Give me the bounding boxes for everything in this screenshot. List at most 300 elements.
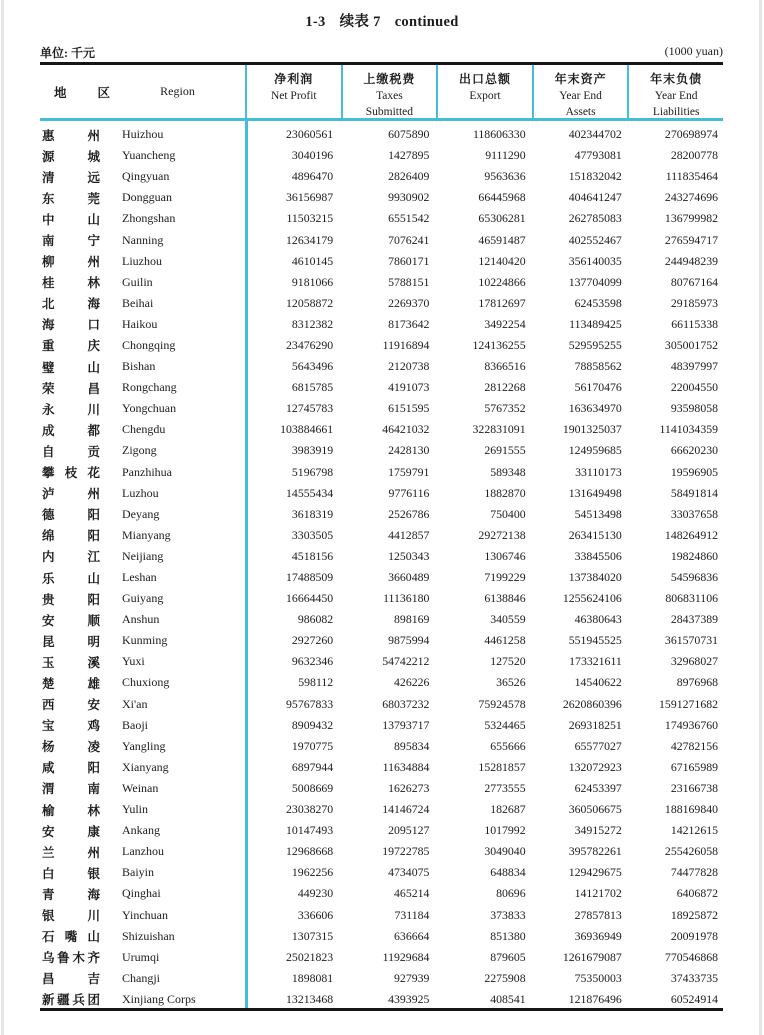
cell-export: 5767352 — [484, 401, 526, 416]
region-name-en: Huizhou — [122, 127, 164, 142]
cell-export: 29272138 — [478, 527, 526, 542]
cell-export: 124136255 — [472, 337, 526, 352]
cell-liabilities: 361570731 — [664, 633, 719, 648]
cell-export: 648834 — [490, 865, 526, 880]
cell-assets: 62453397 — [574, 780, 622, 795]
cell-export: 655666 — [490, 738, 526, 753]
cell-net-profit: 5643496 — [291, 359, 334, 374]
cell-assets: 121876496 — [568, 991, 622, 1006]
cell-assets: 356140035 — [568, 253, 622, 268]
region-name-zh: 宝鸡 — [42, 719, 100, 734]
cell-net-profit: 12058872 — [286, 295, 334, 310]
cell-net-profit: 8909432 — [291, 717, 334, 732]
cell-export: 4461258 — [484, 633, 526, 648]
cell-assets: 1261679087 — [562, 949, 622, 964]
table-row — [40, 715, 723, 736]
region-name-en: Guiyang — [122, 591, 164, 606]
cell-taxes: 2095127 — [388, 823, 430, 838]
cell-liabilities: 42782156 — [670, 738, 719, 753]
region-name-zh: 青海 — [42, 887, 100, 902]
region-name-zh: 渭南 — [42, 782, 100, 797]
region-name-en: Zhongshan — [122, 211, 176, 226]
cell-export: 851380 — [490, 928, 526, 943]
cell-assets: 129429675 — [568, 865, 622, 880]
table-row — [40, 356, 723, 377]
region-name-en: Beihai — [122, 295, 154, 310]
cell-liabilities: 29185973 — [670, 295, 719, 310]
region-name-en: Chongqing — [122, 337, 176, 352]
region-name-zh: 银川 — [42, 909, 100, 924]
cell-net-profit: 1307315 — [291, 928, 334, 943]
cell-taxes: 14146724 — [382, 802, 430, 817]
table-row — [40, 904, 723, 925]
table-row — [40, 229, 723, 250]
cell-taxes: 465214 — [394, 886, 430, 901]
cell-assets: 137704099 — [568, 274, 622, 289]
cell-net-profit: 5008669 — [291, 780, 334, 795]
cell-export: 5324465 — [484, 717, 526, 732]
region-name-en: Dongguan — [122, 190, 172, 205]
cell-assets: 27857813 — [574, 907, 622, 922]
region-name-zh: 泸州 — [42, 487, 100, 502]
title-zh: 续表 7 — [339, 14, 381, 30]
region-name-zh: 安顺 — [42, 613, 100, 628]
cell-liabilities: 66620230 — [670, 443, 719, 458]
cell-assets: 36936949 — [574, 928, 622, 943]
table-row — [40, 504, 723, 525]
cell-export: 182687 — [490, 802, 526, 817]
cell-export: 750400 — [490, 506, 526, 521]
cell-export: 2275908 — [484, 970, 526, 985]
region-name-zh: 重庆 — [42, 339, 100, 354]
table-number: 1-3 — [305, 14, 326, 30]
cell-taxes: 2826409 — [388, 169, 430, 184]
cell-net-profit: 6815785 — [291, 380, 334, 395]
cell-assets: 75350003 — [574, 970, 622, 985]
region-name-en: Chengdu — [122, 422, 166, 437]
cell-assets: 137384020 — [568, 570, 622, 585]
cell-assets: 404641247 — [568, 190, 622, 205]
cell-export: 66445968 — [478, 190, 526, 205]
region-name-en: Yinchuan — [122, 907, 168, 922]
region-name-zh: 昌吉 — [42, 972, 100, 987]
cell-liabilities: 66115338 — [671, 316, 719, 331]
table-row — [40, 546, 723, 567]
cell-assets: 132072923 — [568, 759, 622, 774]
region-name-en: Panzhihua — [122, 464, 172, 479]
region-name-en: Xi'an — [122, 696, 148, 711]
region-name-zh: 咸阳 — [42, 761, 100, 776]
header-net-profit: 净利润 Net Profit — [245, 65, 341, 118]
cell-assets: 47793081 — [574, 148, 622, 163]
cell-assets: 33110173 — [575, 464, 622, 479]
region-name-en: Deyang — [122, 506, 160, 521]
region-name-zh: 源城 — [42, 149, 100, 164]
cell-net-profit: 1962256 — [291, 865, 334, 880]
cell-liabilities: 54596836 — [670, 570, 719, 585]
table-row — [40, 968, 723, 989]
cell-taxes: 4393925 — [388, 991, 430, 1006]
region-name-en: Xinjiang Corps — [122, 991, 196, 1006]
region-name-en: Xianyang — [122, 759, 169, 774]
cell-taxes: 2269370 — [388, 295, 430, 310]
cell-export: 408541 — [490, 991, 526, 1006]
cell-taxes: 4412857 — [388, 527, 430, 542]
cell-export: 17812697 — [478, 295, 526, 310]
cell-net-profit: 12634179 — [286, 232, 334, 247]
cell-net-profit: 449230 — [297, 886, 334, 901]
cell-export: 80696 — [496, 886, 526, 901]
region-name-zh: 自贡 — [42, 444, 100, 459]
region-name-en: Qingyuan — [122, 169, 170, 184]
cell-liabilities: 1141034359 — [659, 422, 719, 437]
table-row — [40, 757, 723, 778]
cell-assets: 62453598 — [574, 295, 622, 310]
cell-taxes: 54742212 — [382, 654, 430, 669]
region-name-en: Yangling — [122, 738, 166, 753]
cell-liabilities: 770546868 — [664, 949, 719, 964]
table-row — [40, 778, 723, 799]
region-name-en: Mianyang — [122, 527, 171, 542]
cell-liabilities: 806831106 — [665, 591, 719, 606]
cell-taxes: 8173642 — [388, 316, 430, 331]
cell-taxes: 11929684 — [382, 949, 430, 964]
region-name-en: Baiyin — [122, 865, 154, 880]
cell-assets: 124959685 — [568, 443, 622, 458]
cell-net-profit: 13213468 — [286, 991, 334, 1006]
cell-taxes: 636664 — [394, 928, 430, 943]
cell-export: 879605 — [490, 949, 526, 964]
header-region-en: Region — [160, 84, 195, 98]
cell-net-profit: 4610145 — [291, 253, 334, 268]
table-row — [40, 651, 723, 672]
cell-taxes: 2428130 — [388, 443, 430, 458]
table-row — [40, 694, 723, 715]
cell-export: 46591487 — [478, 232, 526, 247]
region-name-en: Anshun — [122, 612, 160, 627]
cell-net-profit: 12745783 — [286, 401, 334, 416]
region-name-zh: 桂林 — [42, 276, 100, 291]
cell-liabilities: 67165989 — [670, 759, 719, 774]
table-row — [40, 124, 723, 145]
cell-assets: 151832042 — [568, 169, 622, 184]
cell-export: 3492254 — [484, 316, 526, 331]
region-name-en: Bishan — [122, 359, 156, 374]
cell-taxes: 46421032 — [382, 422, 430, 437]
cell-taxes: 1759791 — [388, 464, 430, 479]
cell-net-profit: 25021823 — [286, 949, 334, 964]
table-row — [40, 525, 723, 546]
cell-assets: 263415130 — [568, 527, 622, 542]
cell-export: 127520 — [490, 654, 526, 669]
table-row — [40, 736, 723, 757]
table-row — [40, 187, 723, 208]
table-row — [40, 883, 723, 904]
cell-liabilities: 33037658 — [670, 506, 719, 521]
cell-net-profit: 3040196 — [291, 148, 334, 163]
cell-export: 1017992 — [484, 823, 526, 838]
table-row — [40, 462, 723, 483]
cell-assets: 14121702 — [574, 886, 622, 901]
cell-taxes: 6075890 — [388, 127, 430, 142]
region-name-en: Yuancheng — [122, 148, 176, 163]
cell-assets: 402552467 — [568, 232, 622, 247]
cell-liabilities: 255426058 — [664, 844, 719, 859]
cell-liabilities: 148264912 — [664, 527, 719, 542]
header-region-zh: 地区 — [54, 85, 110, 100]
page-title — [0, 10, 764, 31]
region-name-en: Luzhou — [122, 485, 159, 500]
cell-taxes: 11916894 — [382, 337, 430, 352]
cell-taxes: 19722785 — [382, 844, 430, 859]
cell-net-profit: 16664450 — [286, 591, 334, 606]
cell-taxes: 2526786 — [388, 506, 430, 521]
cell-liabilities: 60524914 — [670, 991, 719, 1006]
scan-edge-right — [759, 0, 762, 1035]
cell-taxes: 426226 — [394, 675, 430, 690]
table-row — [40, 862, 723, 883]
cell-taxes: 7076241 — [388, 232, 430, 247]
cell-export: 12140420 — [478, 253, 526, 268]
cell-taxes: 6551542 — [388, 211, 430, 226]
table-row — [40, 799, 723, 820]
cell-net-profit: 14555434 — [286, 485, 334, 500]
region-name-zh: 乌鲁木齐 — [42, 951, 100, 966]
header-year-end-assets: 年末资产 Year End Assets — [532, 65, 628, 118]
table-row — [40, 989, 723, 1010]
region-name-zh: 成都 — [42, 423, 100, 438]
cell-export: 2691555 — [484, 443, 526, 458]
region-name-en: Nanning — [122, 232, 164, 247]
cell-liabilities: 58491814 — [670, 485, 719, 500]
cell-net-profit: 3983919 — [291, 443, 334, 458]
region-name-zh: 北海 — [42, 297, 100, 312]
cell-assets: 131649498 — [568, 485, 622, 500]
region-name-zh: 西安 — [42, 698, 100, 713]
cell-net-profit: 12968668 — [286, 844, 334, 859]
table-row — [40, 588, 723, 609]
cell-liabilities: 6406872 — [676, 886, 719, 901]
region-name-zh: 柳州 — [42, 255, 100, 270]
cell-liabilities: 22004550 — [670, 380, 719, 395]
region-name-en: Liuzhou — [122, 253, 162, 268]
cell-export: 75924578 — [478, 696, 526, 711]
cell-net-profit: 1970775 — [291, 738, 334, 753]
region-name-zh: 杨凌 — [42, 740, 100, 755]
cell-net-profit: 6897944 — [291, 759, 334, 774]
region-name-en: Baoji — [122, 717, 148, 732]
cell-liabilities: 28437389 — [670, 612, 719, 627]
cell-liabilities: 305001752 — [664, 337, 719, 352]
cell-export: 373833 — [490, 907, 526, 922]
cell-taxes: 898169 — [394, 612, 430, 627]
region-name-zh: 德阳 — [42, 508, 100, 523]
region-name-en: Shizuishan — [122, 928, 175, 943]
cell-taxes: 1250343 — [388, 548, 430, 563]
region-name-zh: 白银 — [42, 866, 100, 881]
cell-liabilities: 74477828 — [670, 865, 719, 880]
region-name-en: Zigong — [122, 443, 157, 458]
region-name-zh: 清远 — [42, 170, 100, 185]
cell-liabilities: 188169840 — [664, 802, 719, 817]
region-name-zh: 惠州 — [42, 128, 100, 143]
region-name-en: Lanzhou — [122, 844, 164, 859]
cell-net-profit: 4896470 — [291, 169, 334, 184]
cell-taxes: 927939 — [394, 970, 430, 985]
table-row — [40, 841, 723, 862]
cell-net-profit: 11503215 — [286, 211, 334, 226]
cell-liabilities: 243274696 — [664, 190, 719, 205]
cell-net-profit: 36156987 — [286, 190, 334, 205]
cell-assets: 402344702 — [568, 127, 622, 142]
cell-liabilities: 32968027 — [670, 654, 719, 669]
cell-taxes: 2120738 — [388, 359, 430, 374]
region-name-zh: 璧山 — [42, 360, 100, 375]
table-row — [40, 208, 723, 229]
cell-net-profit: 23038270 — [286, 802, 334, 817]
cell-assets: 262785083 — [568, 211, 622, 226]
region-name-zh: 新疆兵团 — [42, 993, 100, 1008]
cell-export: 340559 — [490, 612, 526, 627]
cell-net-profit: 5196798 — [291, 464, 334, 479]
cell-net-profit: 23476290 — [286, 337, 334, 352]
region-name-en: Rongchang — [122, 380, 177, 395]
cell-export: 3049040 — [484, 844, 526, 859]
region-name-zh: 海口 — [42, 318, 100, 333]
cell-export: 2773555 — [484, 780, 526, 795]
table-row — [40, 251, 723, 272]
cell-net-profit: 1898081 — [291, 970, 334, 985]
cell-export: 2812268 — [484, 380, 526, 395]
table-row — [40, 272, 723, 293]
title-en: continued — [394, 14, 459, 30]
cell-taxes: 1427895 — [388, 148, 430, 163]
cell-liabilities: 93598058 — [670, 401, 719, 416]
region-name-en: Yongchuan — [122, 401, 177, 416]
cell-net-profit: 9632346 — [291, 654, 334, 669]
cell-assets: 33845506 — [574, 548, 622, 563]
header-taxes: 上缴税费 Taxes Submitted — [341, 65, 437, 118]
unit-row — [40, 44, 723, 61]
region-name-en: Guilin — [122, 274, 153, 289]
cell-assets: 56170476 — [574, 380, 622, 395]
cell-export: 7199229 — [484, 570, 526, 585]
unit-label-zh: 单位: 千元 — [40, 46, 95, 60]
region-name-en: Yuxi — [122, 654, 145, 669]
cell-net-profit: 3618319 — [291, 506, 334, 521]
cell-net-profit: 95767833 — [286, 696, 334, 711]
region-name-en: Weinan — [122, 780, 159, 795]
cell-taxes: 11634884 — [382, 759, 430, 774]
cell-liabilities: 276594717 — [664, 232, 719, 247]
region-name-zh: 荣昌 — [42, 381, 100, 396]
cell-taxes: 3660489 — [388, 570, 430, 585]
cell-export: 322831091 — [472, 422, 526, 437]
cell-liabilities: 48397997 — [670, 359, 719, 374]
cell-liabilities: 270698974 — [664, 127, 719, 142]
cell-assets: 113489425 — [569, 316, 622, 331]
table-header — [40, 62, 723, 121]
data-table — [40, 62, 723, 1011]
cell-assets: 173321611 — [569, 654, 622, 669]
cell-liabilities: 28200778 — [670, 148, 719, 163]
region-name-zh: 南宁 — [42, 234, 100, 249]
region-name-zh: 攀枝花 — [42, 466, 100, 481]
cell-net-profit: 9181066 — [291, 274, 334, 289]
cell-assets: 78858562 — [574, 359, 622, 374]
cell-assets: 2620860396 — [562, 696, 622, 711]
table-row — [40, 335, 723, 356]
region-name-en: Ankang — [122, 823, 160, 838]
cell-taxes: 13793717 — [382, 717, 430, 732]
table-row — [40, 926, 723, 947]
cell-export: 9111290 — [485, 148, 526, 163]
region-name-en: Leshan — [122, 570, 157, 585]
cell-net-profit: 2927260 — [291, 633, 334, 648]
cell-export: 1306746 — [484, 548, 526, 563]
region-column-divider — [245, 121, 248, 1008]
cell-taxes: 7860171 — [388, 253, 430, 268]
region-name-en: Neijiang — [122, 548, 164, 563]
region-name-zh: 东莞 — [42, 191, 100, 206]
table-row — [40, 145, 723, 166]
region-name-en: Changji — [122, 970, 160, 985]
cell-assets: 34915272 — [574, 823, 622, 838]
region-name-en: Qinghai — [122, 886, 161, 901]
cell-export: 6138846 — [484, 591, 526, 606]
region-name-zh: 贵阳 — [42, 592, 100, 607]
table-row — [40, 166, 723, 187]
cell-export: 36526 — [496, 675, 526, 690]
cell-liabilities: 111835464 — [665, 169, 719, 184]
cell-taxes: 11136180 — [383, 591, 430, 606]
cell-export: 1882870 — [484, 485, 526, 500]
table-row — [40, 630, 723, 651]
cell-assets: 54513498 — [574, 506, 622, 521]
cell-export: 118606330 — [472, 127, 526, 142]
region-name-zh: 兰州 — [42, 845, 100, 860]
cell-assets: 1255624106 — [562, 591, 622, 606]
cell-net-profit: 986082 — [297, 612, 334, 627]
cell-net-profit: 8312382 — [291, 316, 334, 331]
cell-export: 589348 — [490, 464, 526, 479]
table-row — [40, 567, 723, 588]
cell-liabilities: 8976968 — [676, 675, 719, 690]
table-row — [40, 483, 723, 504]
cell-liabilities: 18925872 — [670, 907, 719, 922]
cell-liabilities: 174936760 — [664, 717, 719, 732]
table-row — [40, 820, 723, 841]
region-name-zh: 乐山 — [42, 571, 100, 586]
region-name-zh: 中山 — [42, 212, 100, 227]
cell-net-profit: 10147493 — [286, 823, 334, 838]
table-body — [40, 121, 723, 1008]
table-row — [40, 440, 723, 461]
header-region — [40, 65, 245, 118]
cell-assets: 395782261 — [568, 844, 622, 859]
region-name-zh: 内江 — [42, 550, 100, 565]
cell-net-profit: 23060561 — [286, 127, 334, 142]
cell-assets: 14540622 — [574, 675, 622, 690]
cell-taxes: 6151595 — [388, 401, 430, 416]
cell-assets: 360506675 — [568, 802, 622, 817]
cell-taxes: 9776116 — [388, 485, 430, 500]
table-row — [40, 293, 723, 314]
cell-assets: 1901325037 — [562, 422, 622, 437]
cell-export: 65306281 — [478, 211, 526, 226]
region-name-zh: 榆林 — [42, 803, 100, 818]
table-row — [40, 672, 723, 693]
